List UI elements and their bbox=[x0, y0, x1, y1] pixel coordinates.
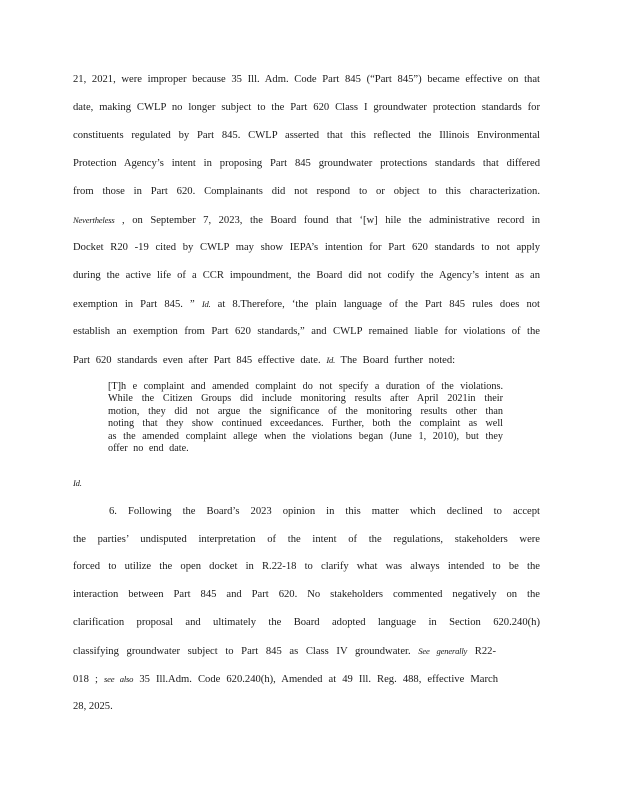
paragraph-first-line: 6. Following the Board’s 2023 opinion in this matter which declined to accept bbox=[109, 506, 540, 517]
body-text-line: 21, 2021, were improper because 35 Ill. Adm. Code Part 845 (“Part 845”) became effective on that bbox=[73, 74, 540, 85]
body-text-line: constituents regulated by Part 845. CWLP asserted that this reflected the Illinois Environmental bbox=[73, 130, 540, 141]
italic-signal: see also bbox=[103, 674, 134, 684]
body-text-line: Docket R20 -19 cited by CWLP may show IEPA’s intention for Part 620 standards to not apply bbox=[73, 242, 540, 253]
block-quote-line: While the Citizen Groups did include monitoring results after April 2021in their bbox=[108, 393, 503, 404]
body-text-line bbox=[73, 672, 498, 687]
citation-id: Id. bbox=[326, 355, 336, 365]
italic-signal: Nevertheless bbox=[73, 215, 115, 225]
body-text-line bbox=[73, 297, 540, 312]
body-text-line bbox=[73, 213, 540, 228]
body-text-line: from those in Part 620. Complainants did not respond to or object to this characterization. bbox=[73, 186, 540, 197]
body-text-line: 28, 2025. bbox=[73, 701, 113, 712]
citation-id: Id. bbox=[73, 478, 82, 488]
body-text-line: establish an exemption from Part 620 standards,” and CWLP remained liable for violations of the bbox=[73, 326, 540, 337]
block-quote-line: noting that they show continued exceedances. Further, both the complaint as well bbox=[108, 418, 503, 429]
italic-signal: See generally bbox=[418, 646, 468, 656]
block-quote-line: offer no end date. bbox=[108, 443, 189, 454]
block-quote-line: as the amended complaint allege when the violations began (June 1, 2010), but they bbox=[108, 431, 503, 442]
body-text-line bbox=[73, 353, 540, 368]
block-quote-line: [T]h e complaint and amended complaint do not specify a duration of the violations. bbox=[108, 381, 503, 392]
body-text-line bbox=[73, 644, 496, 659]
body-text-run: 018 ; bbox=[73, 674, 98, 685]
citation-id: Id. bbox=[201, 299, 211, 309]
body-text-run: Part 620 standards even after Part 845 effective date. bbox=[73, 355, 321, 366]
body-text-run: exemption in Part 845. ” bbox=[73, 299, 195, 310]
body-text-line: date, making CWLP no longer subject to the Part 620 Class I groundwater protection standards for bbox=[73, 102, 540, 113]
body-text-run: 35 Ill.Adm. Code 620.240(h), Amended at 49 Ill. Reg. 488, effective March bbox=[139, 674, 498, 685]
body-text-line: forced to utilize the open docket in R.22-18 to clarify what was always intended to be the bbox=[73, 561, 540, 572]
body-text-line: interaction between Part 845 and Part 620. No stakeholders commented negatively on the bbox=[73, 589, 540, 600]
body-text-run: , on September 7, 2023, the Board found that ‘[w] hile the administrative record in bbox=[122, 215, 541, 226]
body-text-run: R22- bbox=[474, 646, 496, 657]
body-text-run: The Board further noted: bbox=[340, 355, 456, 366]
block-quote-line: motion, they did not argue the significance of the monitoring results other than bbox=[108, 406, 503, 417]
body-text-line: during the active life of a CCR impoundment, the Board did not codify the Agency’s intent as an bbox=[73, 270, 540, 281]
body-text-line: the parties’ undisputed interpretation of the intent of the regulations, stakeholders were bbox=[73, 534, 540, 545]
body-text-line: Protection Agency’s intent in proposing Part 845 groundwater protections standards that differed bbox=[73, 158, 540, 169]
body-text-run: classifying groundwater subject to Part 845 as Class IV groundwater. bbox=[73, 646, 411, 657]
body-text-run: at 8.Therefore, ‘the plain language of the Part 845 rules does not bbox=[217, 299, 540, 310]
body-text-line: clarification proposal and ultimately the Board adopted language in Section 620.240(h) bbox=[73, 617, 540, 628]
quote-citation-line bbox=[73, 476, 540, 491]
